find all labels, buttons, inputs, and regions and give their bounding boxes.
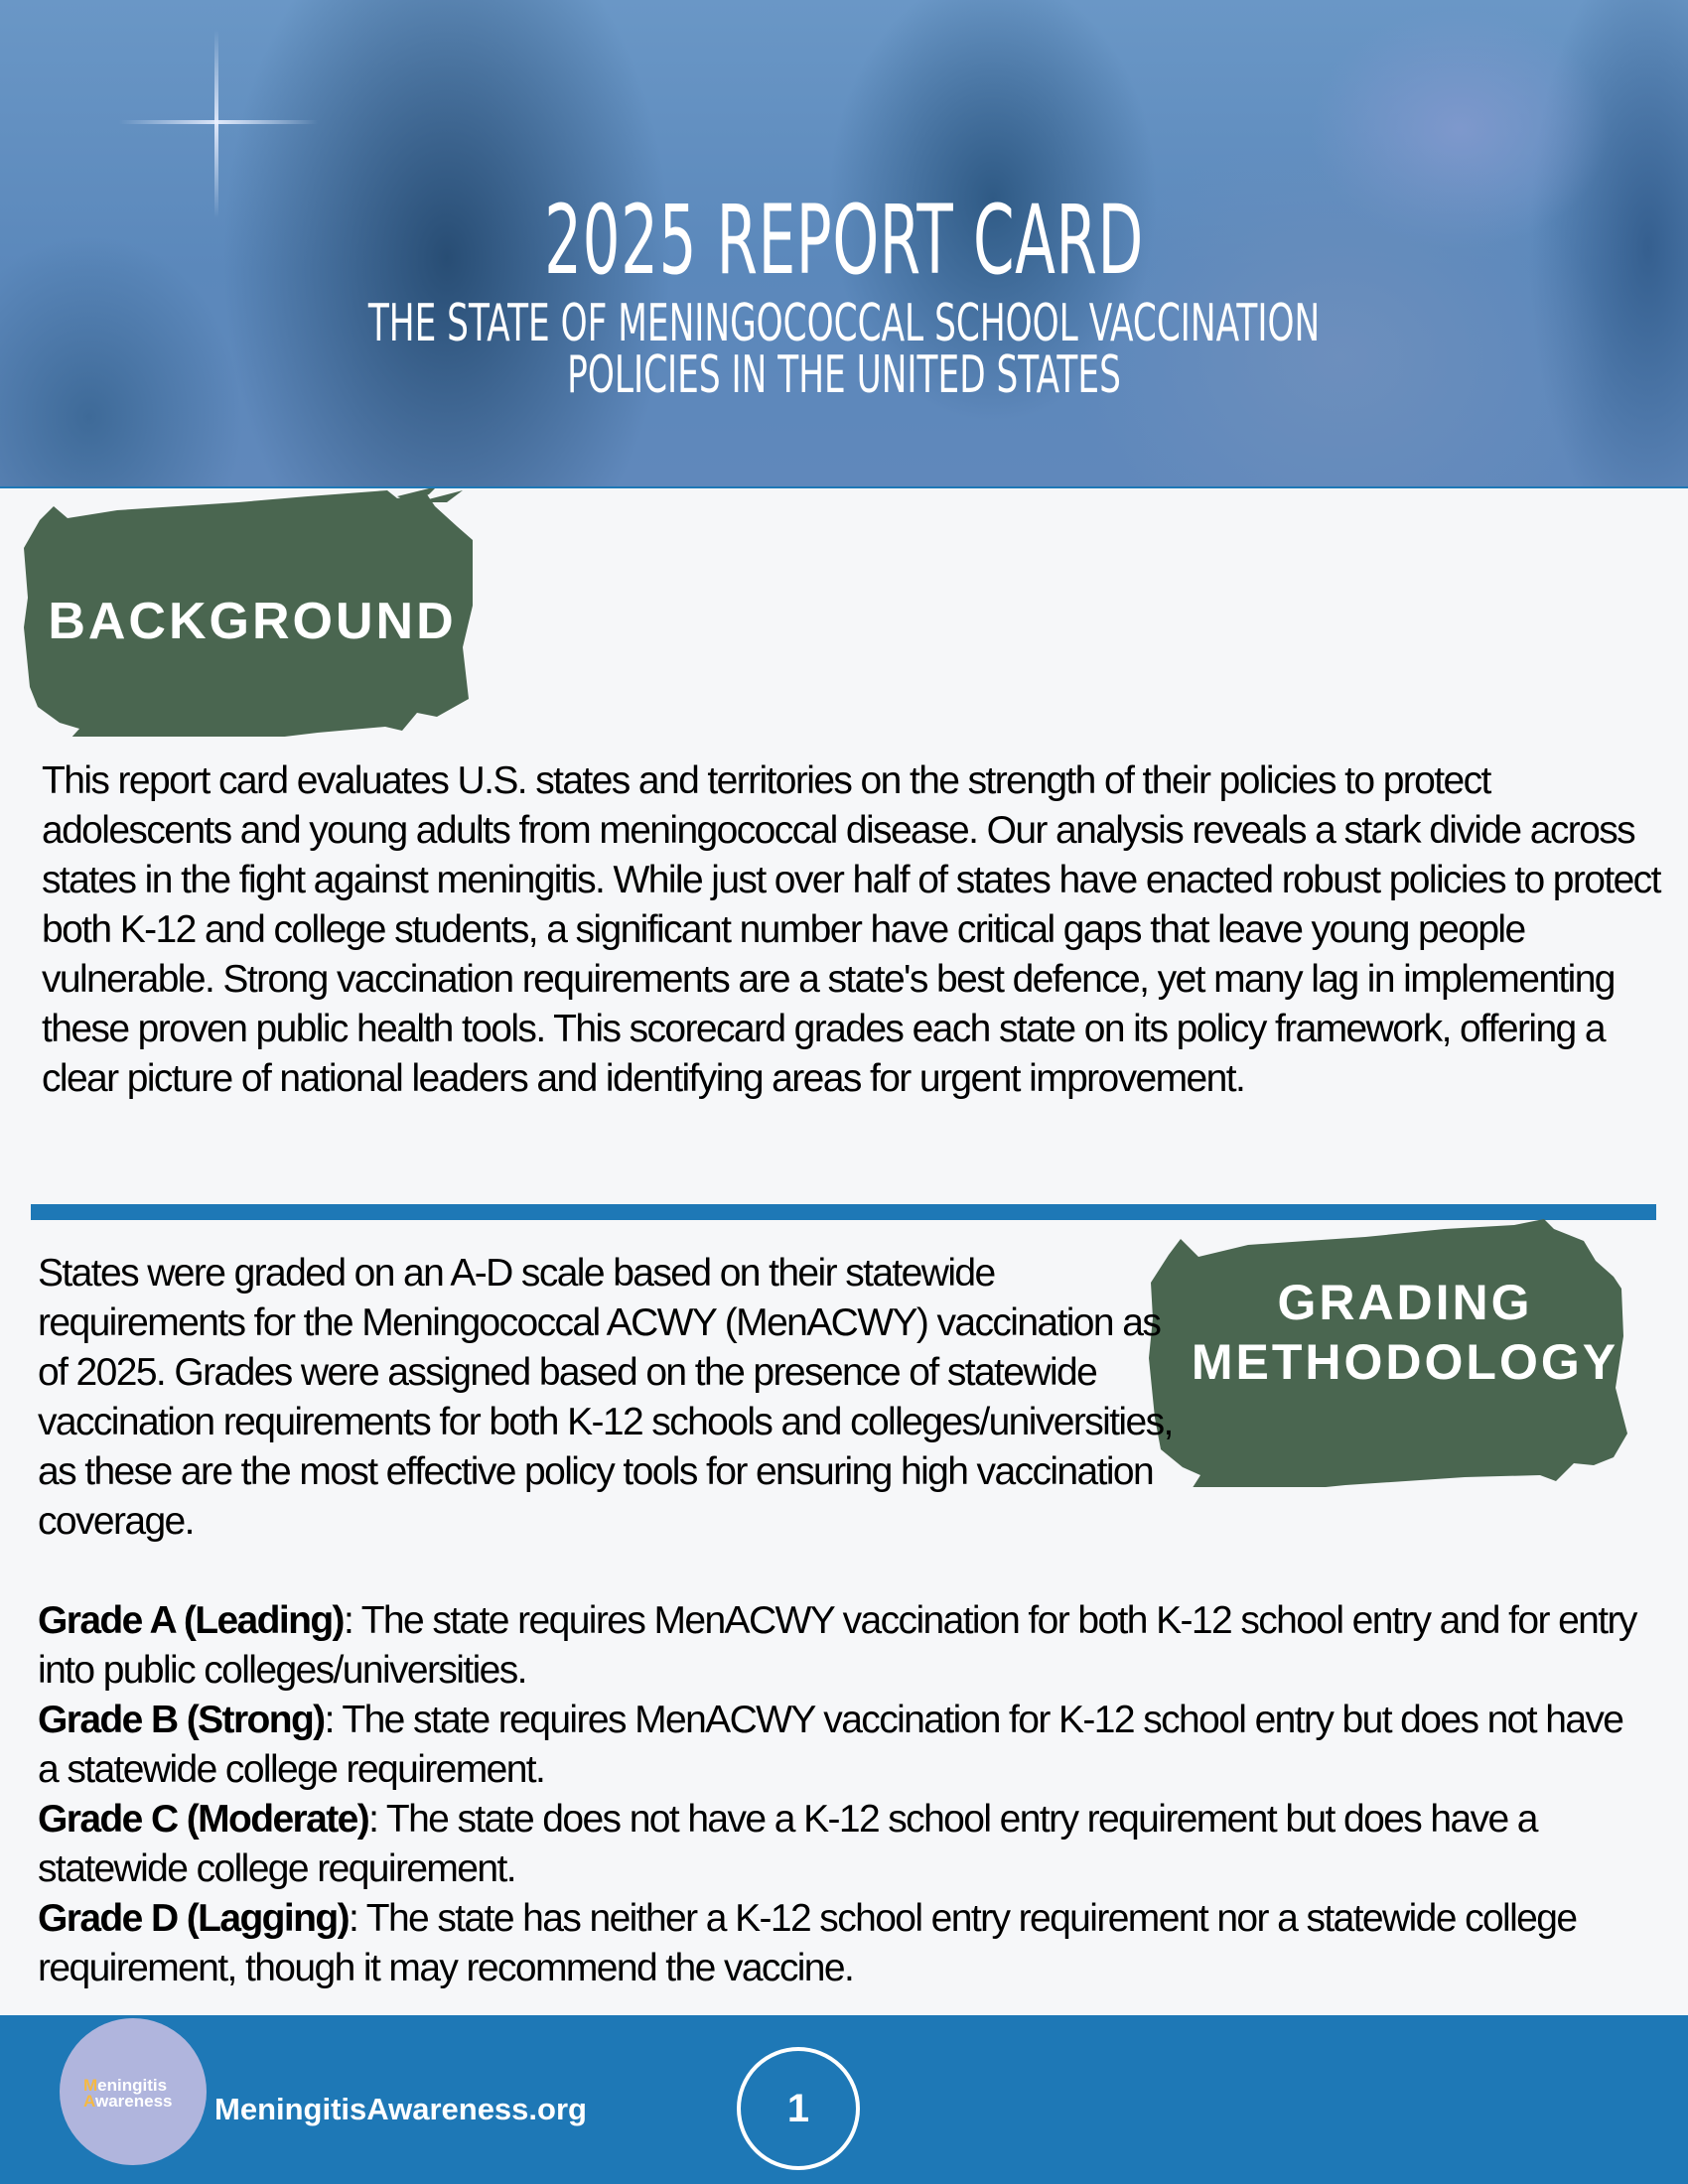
grade-description: : The state requires MenACWY vaccination for both K-12 school entry and for entry into public colleges/universities. <box>38 1599 1636 1692</box>
grade-item-c <box>38 1795 1646 1894</box>
methodology-heading-badge <box>1147 1219 1663 1487</box>
page-number-badge <box>737 2047 860 2170</box>
grade-label: Grade C (Moderate) <box>38 1798 369 1841</box>
background-paragraph: This report card evaluates U.S. states and territories on the strength of their policies to protect adolescents and young adults from meningococcal disease. Our analysis reveals a stark divide across states in the fight against meningitis. While just over half of states have enacted robust policies to protect both K-12 and college students, a significant number have critical gaps that leave young people vulnerable. Strong vaccination requirements are a state's best defence, yet many lag in implementing these proven public health tools. This scorecard grades each state on its policy framework, offering a clear picture of national leaders and identifying areas for urgent improvement. <box>42 759 1660 1100</box>
page-number: 1 <box>786 2086 810 2130</box>
grade-definitions-list <box>38 1596 1646 1993</box>
logo-text: wareness <box>94 2092 173 2111</box>
grade-description: : The state has neither a K-12 school entry requirement nor a statewide college requirement, though it may recommend the vaccine. <box>38 1897 1577 1989</box>
grade-item-d <box>38 1894 1646 1993</box>
logo-text: eningitis <box>97 2076 168 2095</box>
grade-item-b <box>38 1696 1646 1795</box>
website-link[interactable]: MeningitisAwareness.org <box>214 2092 587 2126</box>
logo-accent-letter: M <box>83 2076 98 2095</box>
methodology-heading <box>1147 1273 1663 1392</box>
subtitle-line-2: POLICIES IN THE UNITED STATES <box>567 345 1121 405</box>
grade-description: : The state does not have a K-12 school entry requirement but does have a statewide college requirement. <box>38 1798 1537 1890</box>
logo-wordmark <box>83 2078 172 2110</box>
logo-accent-letter: A <box>83 2092 95 2111</box>
section-divider <box>31 1204 1656 1220</box>
background-heading: BACKGROUND <box>48 593 457 650</box>
page-subtitle <box>287 294 1401 405</box>
grade-label: Grade B (Strong) <box>38 1699 325 1741</box>
grade-label: Grade A (Leading) <box>38 1599 344 1642</box>
subtitle-line-1: THE STATE OF MENINGOCOCCAL SCHOOL VACCINATION <box>367 294 1321 353</box>
page-title: 2025 REPORT CARD <box>544 185 1144 296</box>
grade-label: Grade D (Lagging) <box>38 1897 349 1940</box>
methodology-heading-line-1: GRADING <box>1277 1275 1533 1330</box>
background-heading-badge <box>20 488 516 737</box>
methodology-heading-line-2: METHODOLOGY <box>1191 1334 1619 1390</box>
sparkle-decoration <box>119 120 318 124</box>
hero-banner <box>0 0 1688 488</box>
sparkle-decoration <box>214 30 218 218</box>
methodology-paragraph: States were graded on an A-D scale based on their statewide requirements for the Meningococcal ACWY (MenACWY) vaccination as of 2025. Grades were assigned based on the presence of statewide vaccination requirements for both K-12 schools and colleges/universities, as these are the most effective policy tools for ensuring high vaccination coverage. <box>38 1252 1173 1543</box>
grade-description: : The state requires MenACWY vaccination for K-12 school entry but does not have a statewide college requirement. <box>38 1699 1623 1791</box>
grade-item-a <box>38 1596 1646 1696</box>
